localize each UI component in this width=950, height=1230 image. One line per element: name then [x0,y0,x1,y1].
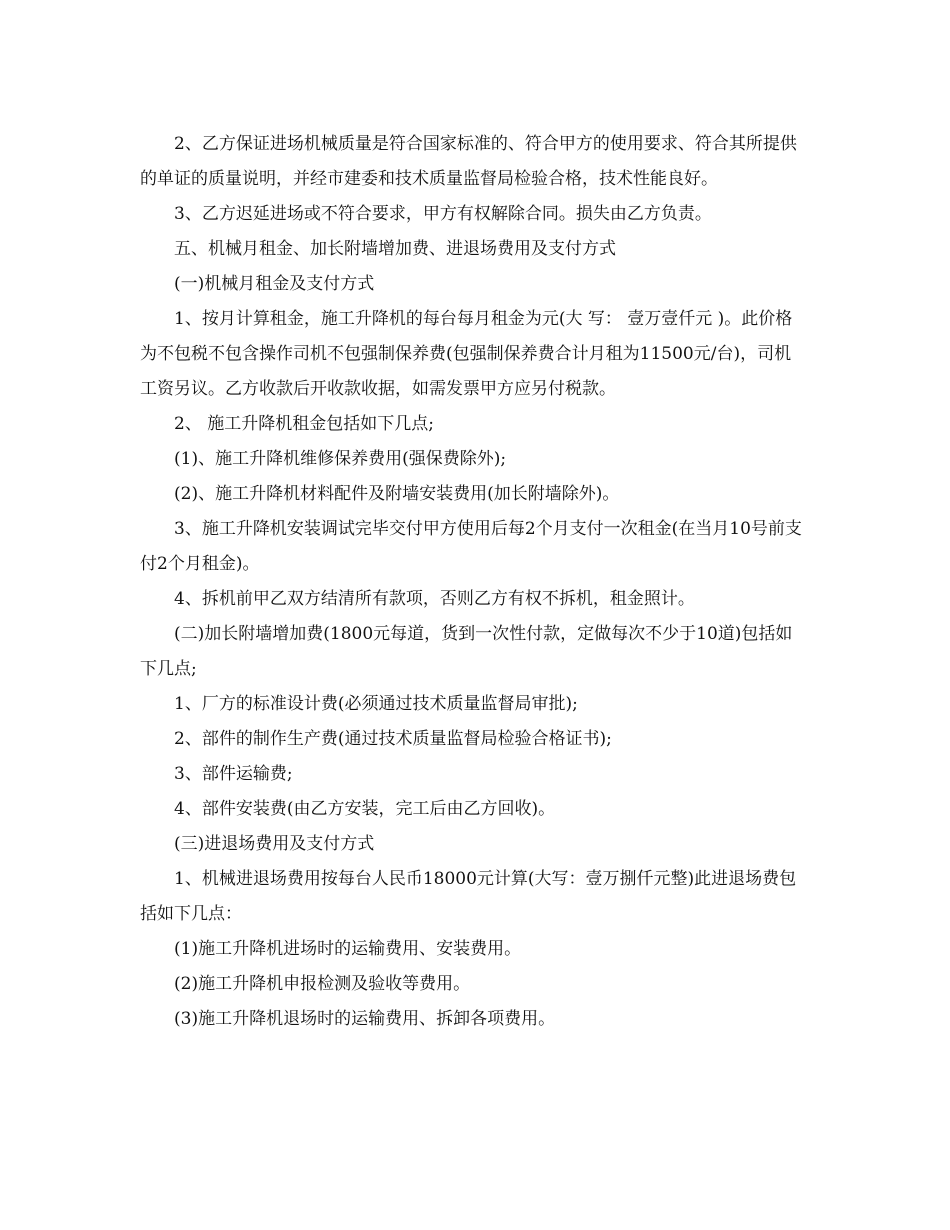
list-item-parts-installation-cost: (2)、施工升降机材料配件及附墙安装费用(加长附墙除外)。 [174,484,620,504]
list-item-exit-transport-dismantle: (3)施工升降机退场时的运输费用、拆卸各项费用。 [174,1009,556,1029]
list-item-entry-transport-install: (1)施工升降机进场时的运输费用、安装费用。 [174,939,522,959]
paragraph-payment-schedule: 3、施工升降机安装调试完毕交付甲方使用后每2个月支付一次租金(在当月10号前支付2个月租金)。 [140,519,802,574]
paragraph-monthly-rent-calculation: 1、按月计算租金，施工升降机的每台每月租金为元(大 写： 壹万壹仟元 )。此价格为不包税不包含操作司机不包强制保养费(包强制保养费合计月租为11500元/台)，司机工资另议。乙方收款后开收款收据，如需发票甲方应另付税款。 [140,309,793,399]
paragraph-entry-exit-fee: 1、机械进退场费用按每台人民币18000元计算(大写：壹万捌仟元整)此进退场费包括如下几点： [140,869,797,924]
paragraph-quality-guarantee: 2、乙方保证进场机械质量是符合国家标准的、符合甲方的使用要求、符合其所提供的单证的质量说明，并经市建委和技术质量监督局检验合格，技术性能良好。 [140,134,797,189]
list-item-inspection-acceptance: (2)施工升降机申报检测及验收等费用。 [174,974,471,994]
paragraph-settlement-before-dismantling: 4、拆机前甲乙双方结清所有款项，否则乙方有权不拆机，租金照计。 [174,589,695,609]
subsection-heading-entry-exit-fee: (三)进退场费用及支付方式 [174,834,375,854]
section-heading-rent-fees: 五、机械月租金、加长附墙增加费、进退场费用及支付方式 [174,239,616,259]
list-item-installation-fee: 4、部件安装费(由乙方安装，完工后由乙方回收)。 [174,799,556,819]
list-item-design-fee: 1、厂方的标准设计费(必须通过技术质量监督局审批); [174,694,578,714]
paragraph-delay-terms: 3、乙方迟延进场或不符合要求，甲方有权解除合同。损失由乙方负责。 [174,204,712,224]
subsection-heading-monthly-rent: (一)机械月租金及支付方式 [174,274,375,294]
subsection-heading-extended-wall-fee: (二)加长附墙增加费(1800元每道，货到一次性付款，定做每次不少于10道)包括如下几点; [140,624,793,679]
list-item-maintenance-cost: (1)、施工升降机维修保养费用(强保费除外); [174,449,507,469]
document-body [140,127,805,1037]
list-item-transport-fee: 3、部件运输费; [174,764,293,784]
list-item-production-fee: 2、部件的制作生产费(通过技术质量监督局检验合格证书); [174,729,612,749]
paragraph-rent-includes: 2、 施工升降机租金包括如下几点; [174,414,434,434]
